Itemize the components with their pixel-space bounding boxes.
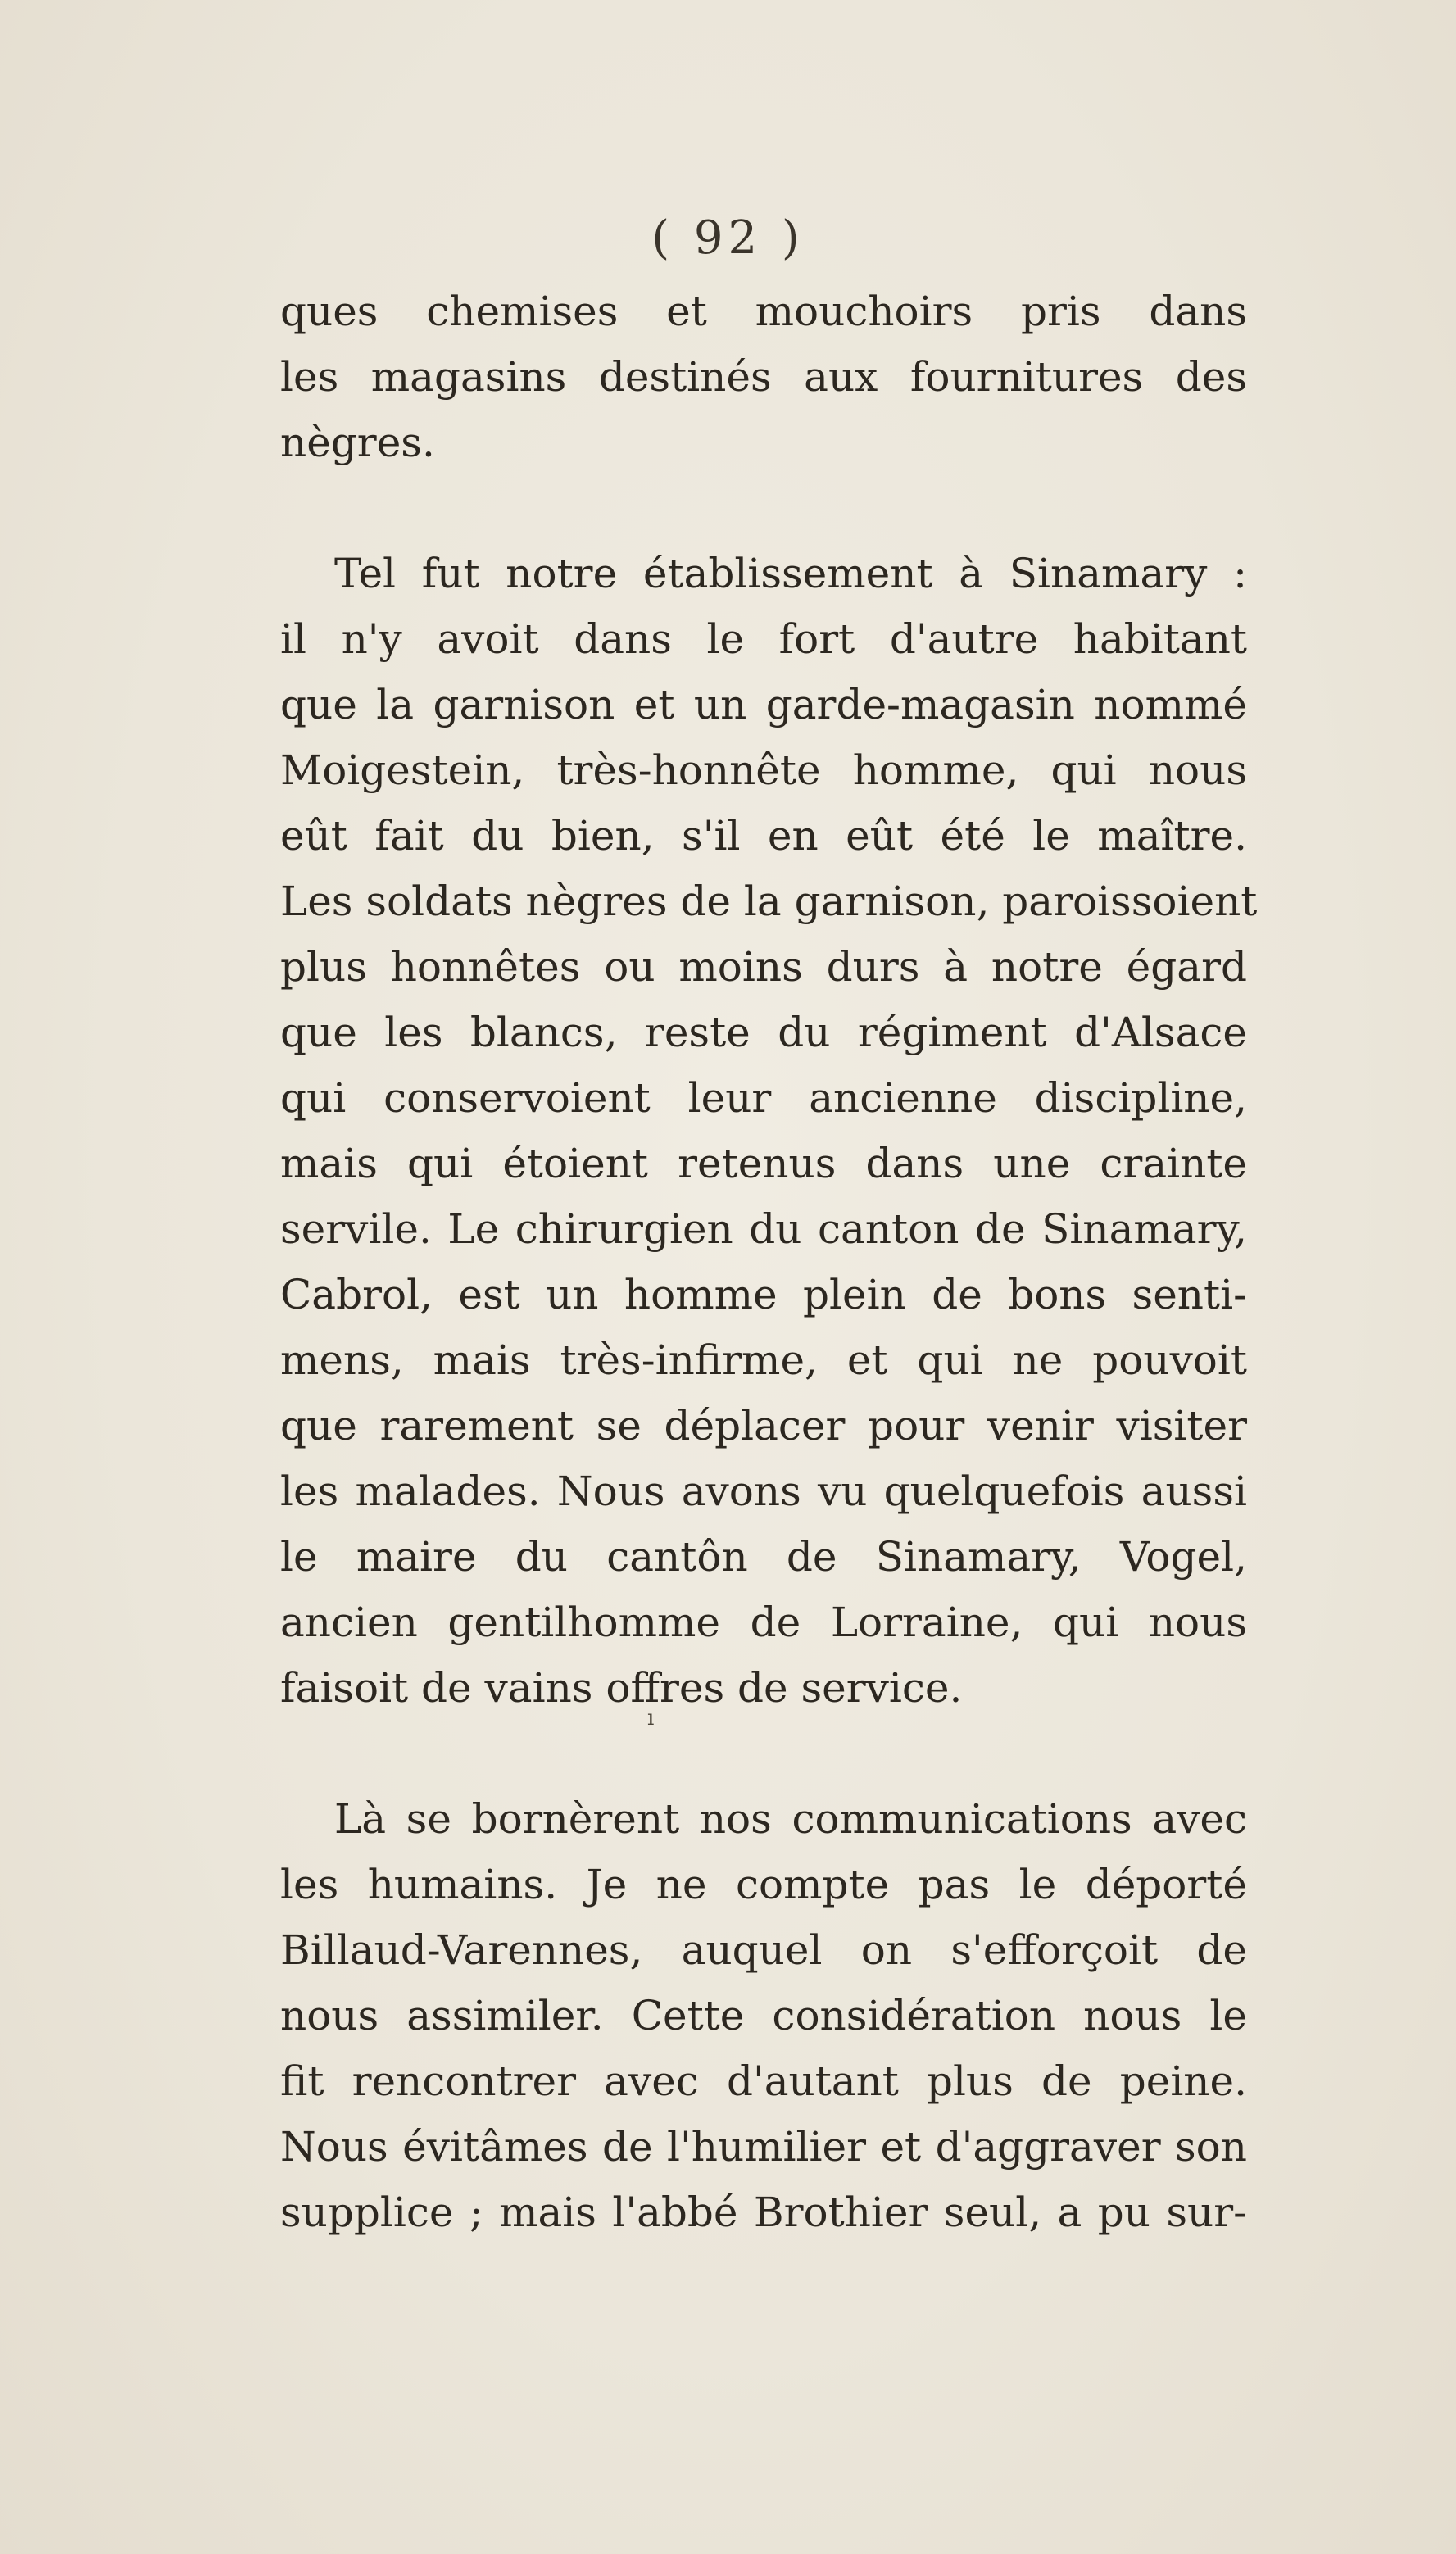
text-line: les malades. Nous avons vu quelquefois aussi bbox=[280, 1468, 1247, 1515]
text-line: Là se bornèrent nos communications avec bbox=[334, 1795, 1247, 1843]
text-line: Billaud-Varennes, auquel on s'efforçoit de bbox=[280, 1926, 1247, 1974]
text-line: que la garnison et un garde-magasin nommé bbox=[280, 681, 1247, 728]
text-line: supplice ; mais l'abbé Brothier seul, a pu sur- bbox=[280, 2189, 1247, 2236]
text-line: ancien gentilhomme de Lorraine, qui nous bbox=[280, 1599, 1247, 1646]
text-line: que les blancs, reste du régiment d'Alsace bbox=[280, 1009, 1247, 1056]
text-line: Tel fut notre établissement à Sinamary : bbox=[334, 550, 1247, 597]
text-line: eût fait du bien, s'il en eût été le maître. bbox=[280, 812, 1247, 860]
text-line: plus honnêtes ou moins durs à notre égard bbox=[280, 943, 1247, 991]
text-line: servile. Le chirurgien du canton de Sinamary, bbox=[280, 1205, 1247, 1253]
paragraph-1 bbox=[280, 279, 1247, 475]
text-line: il n'y avoit dans le fort d'autre habitant bbox=[280, 615, 1247, 663]
paragraph-2 bbox=[280, 541, 1258, 1721]
text-line: nègres. bbox=[280, 419, 435, 466]
text-line: fit rencontrer avec d'autant plus de peine. bbox=[280, 2057, 1247, 2105]
text-line: le maire du cantôn de Sinamary, Vogel, bbox=[280, 1533, 1247, 1581]
text-line: les magasins destinés aux fournitures des bbox=[280, 353, 1247, 401]
text-line: Les soldats nègres de la garnison, paroissoient bbox=[280, 878, 1258, 925]
text-line: Moigestein, très-honnête homme, qui nous bbox=[280, 746, 1247, 794]
text-line: Cabrol, est un homme plein de bons senti- bbox=[280, 1271, 1247, 1318]
text-line: mais qui étoient retenus dans une crainte bbox=[280, 1140, 1247, 1187]
text-line: les humains. Je ne compte pas le déporté bbox=[280, 1861, 1247, 1908]
text-line: que rarement se déplacer pour venir visiter bbox=[280, 1402, 1247, 1449]
text-line: Nous évitâmes de l'humilier et d'aggraver son bbox=[280, 2123, 1247, 2171]
page-number: ( 92 ) bbox=[651, 211, 805, 265]
text-line: ques chemises et mouchoirs pris dans bbox=[280, 288, 1247, 335]
paragraph-spacer bbox=[280, 475, 1247, 541]
ink-mark: ı bbox=[647, 1706, 655, 1731]
text-line: nous assimiler. Cette considération nous le bbox=[280, 1992, 1247, 2039]
paragraph-spacer bbox=[280, 1721, 1247, 1786]
body-text bbox=[280, 279, 1258, 2245]
text-line: qui conservoient leur ancienne discipline, bbox=[280, 1074, 1247, 1122]
text-line: mens, mais très-infirme, et qui ne pouvoit bbox=[280, 1336, 1247, 1384]
text-line: faisoit de vains offres de service. bbox=[280, 1664, 963, 1712]
paragraph-3 bbox=[280, 1786, 1247, 2245]
